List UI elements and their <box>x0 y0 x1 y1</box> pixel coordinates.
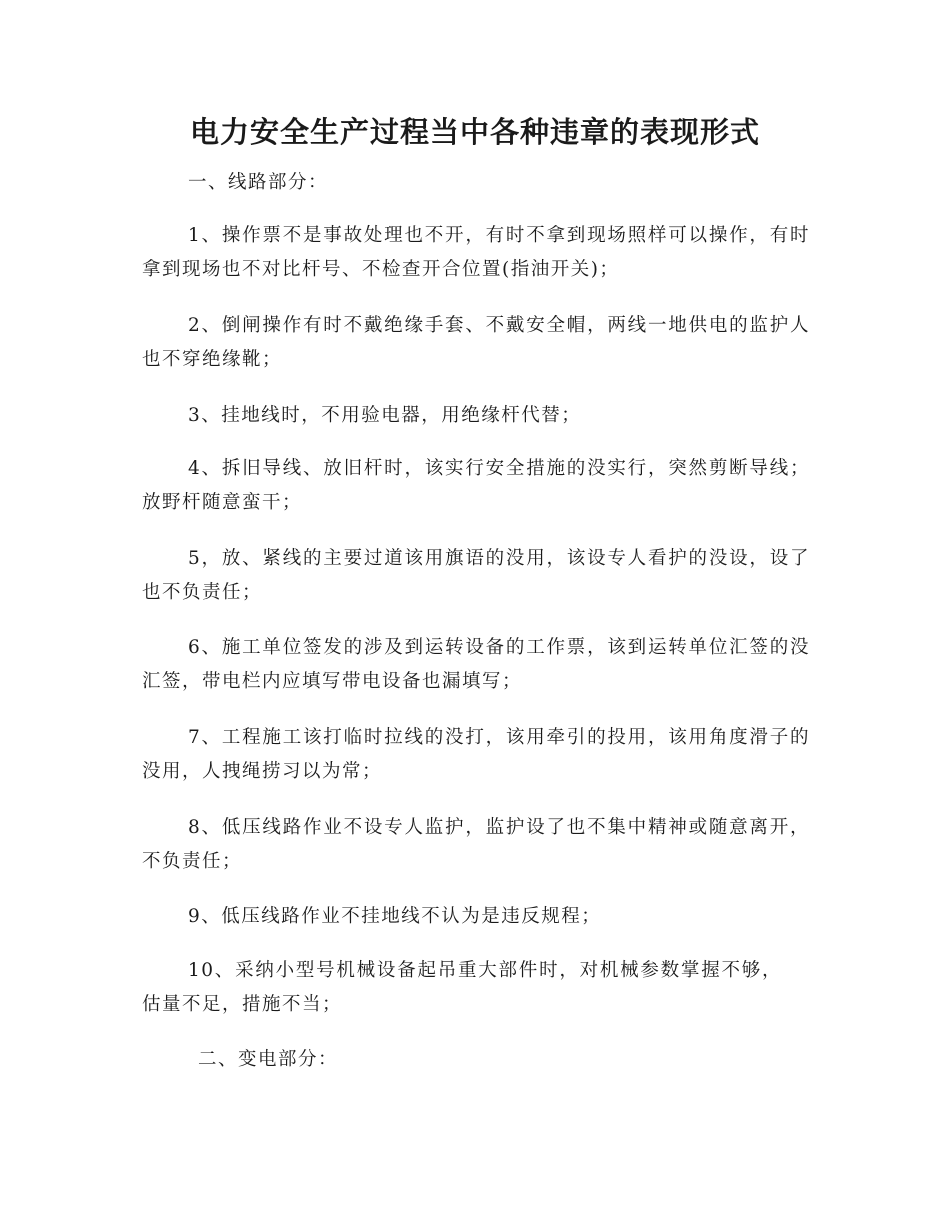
document-title: 电力安全生产过程当中各种违章的表现形式 <box>189 115 760 149</box>
list-item: 7、工程施工该打临时拉线的没打，该用牵引的投用，该用角度滑子的没用，人拽绳捞习以为常； <box>142 727 810 782</box>
list-item: 9、低压线路作业不挂地线不认为是违反规程； <box>188 906 602 927</box>
list-item: 1、操作票不是事故处理也不开，有时不拿到现场照样可以操作，有时拿到现场也不对比杆号、不检查开合位置(指油开关)； <box>142 225 810 280</box>
section-heading-lines: 一、线路部分： <box>188 172 329 193</box>
list-item: 10、采纳小型号机械设备起吊重大部件时，对机械参数掌握不够，估量不足，措施不当； <box>142 960 782 1015</box>
list-item: 6、施工单位签发的涉及到运转设备的工作票，该到运转单位汇签的没汇签，带电栏内应填写带电设备也漏填写； <box>142 637 810 692</box>
list-item: 3、挂地线时，不用验电器，用绝缘杆代替； <box>188 405 582 426</box>
section-heading-substation: 二、变电部分： <box>198 1049 339 1070</box>
list-item: 8、低压线路作业不设专人监护，监护设了也不集中精神或随意离开，不负责任； <box>142 817 810 872</box>
list-item: 4、拆旧导线、放旧杆时，该实行安全措施的没实行，突然剪断导线；放野杆随意蛮干； <box>142 458 810 513</box>
list-item: 5，放、紧线的主要过道该用旗语的没用，该设专人看护的没设，设了也不负责任； <box>142 548 810 603</box>
list-item: 2、倒闸操作有时不戴绝缘手套、不戴安全帽，两线一地供电的监护人也不穿绝缘靴； <box>142 315 810 370</box>
